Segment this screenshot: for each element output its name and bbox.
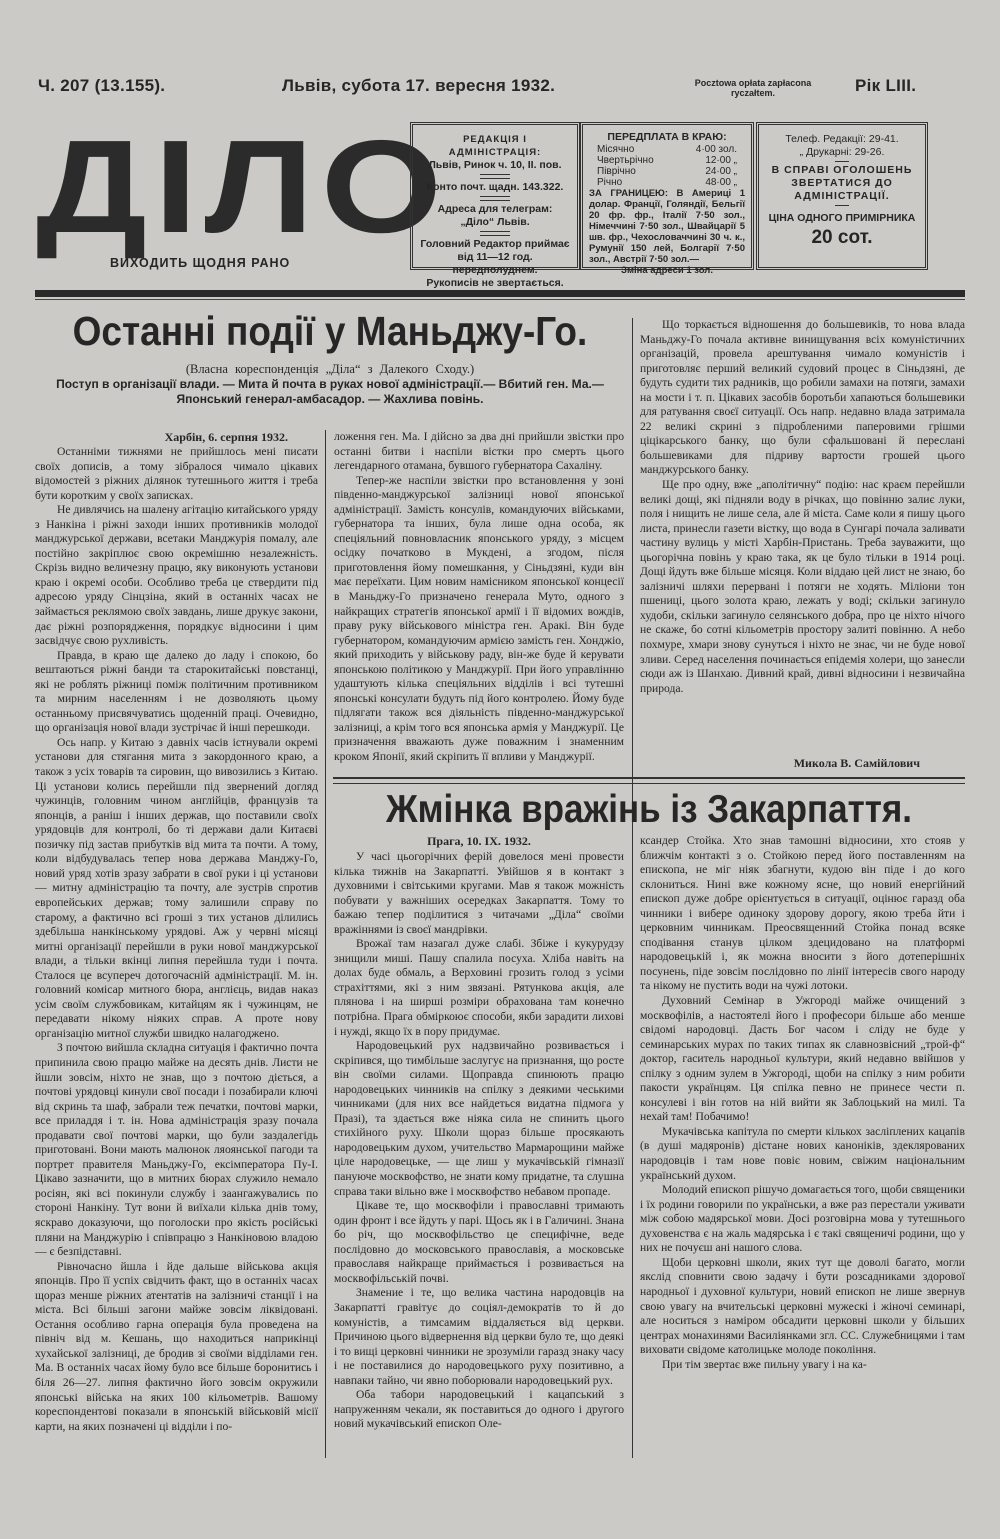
article1-column-2 [334,430,624,770]
ads-note: В СПРАВІ ОГОЛОШЕНЬ ЗВЕРТАТИСЯ ДО АДМІНІСТРАЦІЇ. [771,164,913,202]
paragraph: Рівночасно йшла і йде дальше військова акція японців. Про її успіх свідчить факт, що в останніх часах щораз менше ріжних атентатів на залізничі станції і на міста. Всі більші загони майже зовсім ліквідовані. Остання особливо гарна операція була проведена на північ від м. Кешань, що находиться наприкінці хухайської залізниці, де бродив зі своїми відділами ген. Ма. В останніх часах йому було все більше боронитись і біля 26—27. липня фактично його зовсім окружили японські війська на яких 100 кільометрів. Вашому кореспондентові показали в японській військовій місії карти, на яких позначені ці відділи і по- [35,1259,318,1433]
rate-period: Піврічно [597,166,636,177]
paragraph: Щоби церковні школи, яких тут ще доволі багато, могли якслід сповнити свою задачу і бути розсадниками здорової народньої і духовної культури, новий епископ не лише звернув свою увагу на вчительські церковні мужескі і жіночі семинарі, але носиться з наміром обсадити церковні школи у більших центрах монахинями Василіянками згл. СС. Служебницями і там виховати свідоме католицьке молоде покоління. [640,1255,965,1357]
divider [480,231,510,236]
paragraph: Що торкається відношення до большевиків, то нова влада Маньджу-Го почала активне винищування всіх комуністичних організацій, провела арештування чимало комуністів і приготовляє перший великий судовий процес в Сіньдзяні, де будуть судити тих радників, що робили замахи на потяги, замахи на мости і т. п. Цікавих засобів боротьби хапаються большевики для ратування своєї ситуації. Ось напр. недавно влада затримала 22 великі скрині з підробленими паперовими грішми ціцікарського банку, що були сфальшовані й переслані большевиками для підриву вартости грошей цього манджурського банку. [640,318,965,477]
paragraph: Ось напр. у Китаю з давніх часів істнували окремі установи для стягання мита з закордонного краю, а також з усіх товарів та сировин, що вивозились з Китаю. Ці установи колись перейшли під звернений догляд чужинців, головним чином англійців, французів та японців, а раніш і інших держав, що поставили своїх урядовців для контролі, бо ті держави дали Китаєві позичку під застав прибутків від мита та почти. А тому, коли відбудувалась тепер нова держава Манджу-Го, новий уряд хотів зразу забрати в свої руки і ці установи — митну адміністрацію та почту, але зустрів спротив европейських держав; тому залишили справу по старому, а фактично всі гроші з тих установ ділились здебільша нанкінському урядові. Аж у червні місяці митні організації перейшли в руки нової манджурської влади, а тільки вкінці липня перейшла туди і почта. Сталося це всупереч дотогочасній адміністрації. М. ін. головний комісар митного бюра, англієць, видав наказ усім своїм службовикам, китайцям як і чужинцям, не передавати нікому ніяких справ. А проте нову організацію митної служби швидко налагоджено. [35,735,318,1040]
article1-subtitle: (Власна кореспонденція „Діла“ з Далекого Сходу.) [185,362,475,376]
paragraph: Врожаї там назагал дуже слабі. Збіже і кукурудзу знищили миші. Пашу спалила посуха. Хліба навіть на долах буде обмаль, а Верховині грозить голод з усіми страхіттями, які з ним звязані. Рятункова акція, але плянова і на ширші розміри обрахована там конечно потрібна. Прага обміркоює способи, якби зарадити лихові і нужді, якщо їх в пору придумає. [334,937,624,1038]
article2-title: Жмінка вражінь із Закарпаття. [385,788,912,831]
article2-column-2 [334,850,624,1456]
masthead-rule [35,290,965,297]
telegram-label: Адреса для телеграм: [437,203,553,215]
rate-row [589,155,745,166]
manuscripts-note: Рукописів не звертається. [426,277,564,289]
address-change-fee: Зміна адреси 1 зол. [621,265,713,276]
article2-column-3 [640,834,965,1456]
editorial-heading: РЕДАКЦІЯ І АДМІНІСТРАЦІЯ: [448,134,542,158]
rate-row [589,166,745,177]
article1-dateline: Харбін, 6. серпня 1932. [164,430,288,444]
paragraph: Останніми тижнями не прийшлось мені писати своїх дописів, а тому зібралося чимало цікавих відомостей з ріжних ділянок тутешнього життя і треба бути коротким у своїх записках. [35,445,318,502]
rate-period: Річно [597,177,623,188]
rate-price: 48·00 „ [705,177,737,188]
rate-price: 12·00 „ [705,155,737,166]
paragraph: Духовний Семінар в Ужгороді майже очищений з москвофілів, а настоятелі його і професори більше або менше свідомі народовці. Дасть Бог часом і сліду не буде у семинарських мурах по таких типах як славнозвісний „трой-ф“ доктор, гаситель народньої культури, який недавно ввійшов у спілку з одним зулем в Ужгороді, щоби на спілку з ним робити пакости українцям. Ця спілка певно не принесе чести п. консулеві і він готов на ній вийти як Заблоцький на милі. Та нехай там! Побачимо! [640,994,965,1124]
place-date: Львів, субота 17. вересня 1932. [282,76,556,95]
telegram-address: „Діло“ Львів. [460,216,530,228]
paragraph: З почтою вийшла складна ситуація і фактично почта припинила свою працю майже на десять днів. Листи не йшли зовсім, ніхто не знав, що з почтою діється, а почтові урядовці кинули свої посади і позабирали ключі від скринь та шаф, забрали теж печатки, почтові марки, все приладдя і т. ін. Нова адміністрація зразу почала продавати свої почтові марки, що були заздалегідь приготовані. Вони мають малюнок ляоянської пагоди та портрет правителя Маньджу-Го, ексімператора Пу-І. Цікаво зазначити, що в митних бюрах служило немало росіян, які всі покинули службу і заангажувались по стороні Нанкіну. Тут вони й виїхали кілька днів тому, яскраво доказуючи, що поголоски про якість російські пляни на Манджурію і співпрацю з Нанкіновою владою — є безпідставні. [35,1041,318,1259]
paragraph: Ще про одну, вже „аполітичну“ подію: нас краєм перейшли великі дощі, які підняли воду в річках, що повінню залиє луки, поля і нищить не лише села, але й міста. Саме коли я пишу цього листа, принесли газети вістку, що вода в Сунгарі почала заливати частину вулиць у місті Харбін-Пристань. Треба зауважити, що цьогорічна повінь у краю така, як це було тільки в 1914 році. Дощі йдуть вже більше місяця. Коли віддаю цей лист не знаю, бо залізничі шляхи перервані і потяги не ходять. Міліони тон пшениці, цього золота краю, лежать у воді; скільки загинуло худоби, скільки загинуло селянського добра, про це ніхто нічого не скаже, бо сотні кільометрів простору залиті повінню. А небо похмуре, хмари знову сунуться і ніхто не знає, чи не буде нової зливи. Серед населення починається епідемія холери, що занесли сюди аж із Шанхаю. Дивний край, дивні відносини і незвичайна природа. [640,478,965,695]
article1-column-1 [35,430,318,1458]
abroad-rates: ЗА ГРАНИЦЕЮ: В Америці 1 долар. Франції, Голяндії, Бельгії 20 фр. фр., Італії 7·50 зол., Німеччині 7·50 зол., Швайцарії 5 шв. фр., Чехословаччині 30 ч. к., Румунії 150 лей, Болгарії 7·50 зол., Австрії 7·50 зол.— [589,188,745,265]
paragraph: Знамение і те, що велика частина народовців на Закарпатті гравітує до соціял-демократів то й до комуністів, а тимсамим віддаляється від церкви. Причиною цього відвернення від церкви було те, що деякі і то вищі церковні чинники не зрозуміли гаразд знаку часу і не поставилися до народовецького руху позитивно, а навпаки тайно, чи явно поборювали народовецький рух. [334,1286,624,1387]
contacts-box [756,122,928,270]
issue-number: Ч. 207 (13.155). [38,76,166,95]
paragraph: Народовецький рух надзвичайно розвивається і скріпився, що тимбільше заслугує на признання, що росте він своїми силами. Щоправда спинюють працю народовецьких чинників на спілку з деякими чеськими чинниками (для них все найдеться видатна підмога у Празі), та здається вже ніяка сила не спинить цього стихійного руху. Школи щораз більше просякають народовецьким духом, учительство Мармарощини майже ціле народовецьке, — ще лиш у мукачівській гімназії пануюче москвофство, не знати кому придатне, та слушна справа таки вільно вже і москвофство небавом пропаде. [334,1039,624,1198]
paragraph: Правда, в краю ще далеко до ладу і спокою, бо вештаються ріжні банди та старокитайські повстанці, які не роблять ріжниці поміж політичним противником та мирним населенням і не дозволяють цьому останньому присвячуватись щоденній праці. Очевидно, що організація нової влади зустрічає й інші перешкоди. [35,648,318,735]
paragraph: Мукачівська капітула по смерти кількох засліплених кацапів (в душі мадяронів) дістане нових каноніків, здеклярованих народовців і там нове повіє новим, свіжим національним український духом. [640,1124,965,1182]
paragraph: Не дивлячись на шалену агітацію китайського уряду з Нанкіна і ріжні заходи інших противників молодої манджурської держави, всетаки Манджурія помалу, але постійно закріплює свою окремішню незалежність. Скрізь видно величезну працю, яку виконують установи краю і окремі особи. Особливо треба це ствердити під адресою уряду Сінцзіна, який в останніх часах не займається реклямою своїх завдань, лише друкує закони, дає ріжні розпорядження, порядкує відносини і цим засвідчує свою рухливість. [35,503,318,648]
paragraph: Тепер-же наспіли звістки про встановлення у зоні південно-манджурської залізниці нової японської адміністрації. Замість консулів, командуючих військами, губернатора та інших, була лише одна особа, як спеціяльний повновласник японського уряду, з місцем осідку початково в Мукдені, а згодом, після приготовлення йому помешкання, у Сіньдзяні, куди він має переїхати. Цим новим намісником японської концесії в Маньджу-Го призначено генерала Муто, одного з найкращих стратегів японської армії і її відомих вождів, праву руку військового міністра ген. Аракі. Він буде губернатором, командуючим армією замість ген. Хонджіо, який приходить у військову раду, він-же буде й керувати японською політикою у Манджурії. При його управлінню удаштують кілька спеціяльних відділів і всі тутешні японські консулати будуть під його контролею. Йому буде підлягати також вся діяльність південно-манджурської залізниці, а крім того вся японська армія у Манджурії. Це призначення вважають дуже поважним і знаменним кроком Японії, який скріпить її впливи у Манджурії. [334,473,624,764]
editor-hours: Головний Редактор приймає від 11—12 год. передполуднем. [420,238,570,276]
rate-period: Чвертьрічно [597,155,654,166]
postal-note: Pocztowa opłata zapłacona ryczałtem. [694,78,812,98]
postal-account: Конто почт. щадн. 143.322. [426,181,564,193]
article2-dateline: Прага, 10. IX. 1932. [427,834,531,848]
masthead-rule-thin [35,299,965,300]
article1-column-3 [640,318,965,754]
rate-price: 24·00 „ [705,166,737,177]
article1-signature: Микола В. Самійлович [793,756,920,770]
rate-row [589,144,745,155]
column-divider [632,318,633,1458]
tagline: ВИХОДИТЬ ЩОДНЯ РАНО [110,256,291,270]
year-volume: Рік LIII. [855,76,917,95]
paragraph: Молодий епископ рішучо домагається того, щоби священики і їх родини говорили по українськи, а вже раз перестали уживати між собою мадярської мови. Досі розговірна мова у тутешнього духовенства є на жаль мадярська і є такі священичі родини, що у них не почуєш ані нашого слова. [640,1183,965,1255]
divider [480,196,510,201]
phone-editorial: Телеф. Редакції: 29-41. [785,133,899,145]
divider [835,205,849,206]
article1-summary: Поступ в організації влади. — Мита й почта в руках нової адміністрації.— Вбитий ген. Ма.— Японський генерал-амбасадор. — Жахлива повінь. [56,377,604,406]
rate-price: 4·00 зол. [695,144,737,155]
price-label: ЦІНА ОДНОГО ПРИМІРНИКА [768,212,916,224]
paragraph: ложення ген. Ма. І дійсно за два дні прийшли звістки про останні битви і наспіли вістки про смерть цього легендарного отамана, бувшого губернатора Сахаліну. [334,430,624,473]
paragraph: У часі цьогорічних ферій довелося мені провести кілька тижнів на Закарпатті. Увійшов я в контакт з духовними і світськими кругами. Мав я також можність побувати у важніших осередках Закарпаття. Тому то бажаю тепер поділитися з читачами „Діла“ своїми вражіннями із своєї мандрівки. [334,850,624,936]
paragraph: Цікаве те, що москвофіли і православні тримають один фронт і все йдуть у парі. Щось як і в Галичині. Знана бо річ, що москвофільство це специфічне, веде послідовно до московського православія, а московське православя найкраще приймається і розвивається на москвофільській почві. [334,1199,624,1285]
subscription-heading: ПЕРЕДПЛАТА В КРАЮ: [607,131,727,143]
masthead-title: ДІЛО [36,113,450,260]
paragraph: Оба табори народовецький і кацапський з напруженням чекали, як поставиться до одного і другого новий мукачівський епископ Оле- [334,1388,624,1431]
price: 20 сот. [811,227,873,248]
rate-period: Місячно [597,144,635,155]
phone-print: „ Друкарні: 29-26. [799,146,885,158]
paragraph: При тім звертає вже пильну увагу і на ка- [662,1357,867,1371]
divider [480,174,510,179]
editorial-address: Львів, Ринок ч. 10, II. пов. [428,159,562,171]
subscription-box [580,122,754,276]
article1-title: Останні події у Маньджу-Го. [72,308,588,354]
paragraph: ксандер Стойка. Хто знав тамошні відносини, хто стояв у ближчім контакті з о. Стойкою перед його поставленням на епископа, не міг ніяк збагнути, кудою він піде і до кого склониться. Нині вже кожному ясне, що новий енергійний епископ дуже добре орієнтується в ситуації, оцінює гаразд оба чинники і вибере одиноку здорову дорогу, якою треба йти і церковним чинникам. Преосвященний Стойка понад всяке сподівання станув цілком здецидовано на платформі народовецькій і, як можна вносити з його дотеперішніх посунень, піде зовсім послідовно по лінії інтересів свого народу та нікому не пустить води на чужі лотоки. [640,834,965,993]
editorial-info-box [410,122,580,289]
masthead [36,112,450,262]
divider [835,161,849,162]
column-divider [325,430,326,1458]
rate-row [589,177,745,188]
